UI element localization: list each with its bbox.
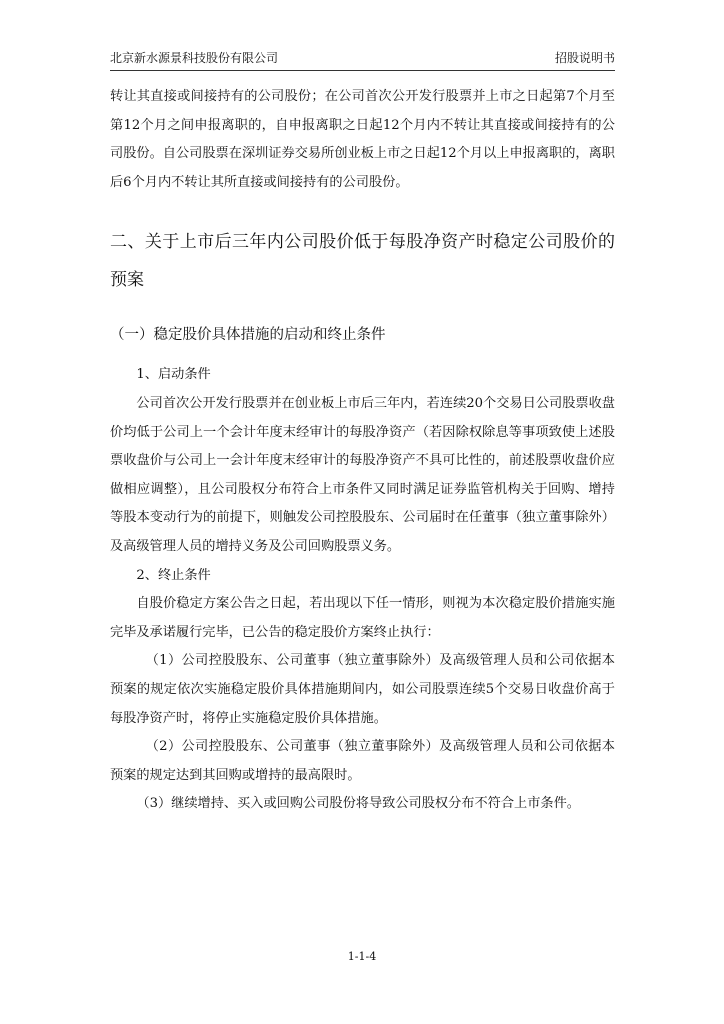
header-company-name: 北京新水源景科技股份有限公司 (110, 51, 279, 65)
intro-paragraph: 转让其直接或间接持有的公司股份；在公司首次公开发行股票并上市之日起第7个月至第12个月之间申报离职的，自申报离职之日起12个月内不转让其直接或间接持有的公司股份。自公司股票在深圳证券交易所创业板上市之日起12个月以上申报离职的，离职后6个月内不转让其所直接或间接持有的公司股份。 (110, 89, 615, 190)
item2-text: 自股价稳定方案公告之日起，若出现以下任一情形，则视为本次稳定股价措施实施完毕及承诺履行完毕，已公告的稳定股价方案终止执行： (110, 596, 615, 640)
section-title: 二、关于上市后三年内公司股价低于每股净资产时稳定公司股价的预案 (110, 232, 615, 291)
condition-2: （2）公司控股股东、公司董事（独立董事除外）及高级管理人员和公司依据本预案的规定达到其回购或增持的最高限时。 (110, 739, 615, 783)
item2-title: 2、终止条件 (136, 567, 211, 583)
header-document-type: 招股说明书 (554, 51, 615, 65)
page-footer (0, 950, 724, 964)
page-number: 1-1-4 (347, 950, 377, 963)
condition-3: （3）继续增持、买入或回购公司股份将导致公司股权分布不符合上市条件。 (136, 796, 580, 812)
page-header (110, 48, 615, 71)
subsection-title: （一）稳定股价具体措施的启动和终止条件 (110, 327, 386, 344)
document-body (110, 83, 615, 819)
item1-text: 公司首次公开发行股票并在创业板上市后三年内，若连续20个交易日公司股票收盘价均低于公司上一个会计年度末经审计的每股净资产（若因除权除息等事项致使上述股票收盘价与公司上一会计年度末经审计的每股净资产不具可比性的，前述股票收盘价应做相应调整），且公司股权分布符合上市条件又同时满足证券监管机构关于回购、增持等股本变动行为的前提下，则触发公司控股股东、公司届时在任董事（独立董事除外）及高级管理人员的增持义务及公司回购股票义务。 (110, 395, 615, 554)
condition-1: （1）公司控股股东、公司董事（独立董事除外）及高级管理人员和公司依据本预案的规定依次实施稳定股价具体措施期间内，如公司股票连续5个交易日收盘价高于每股净资产时，将停止实施稳定股价具体措施。 (110, 653, 615, 726)
item1-title: 1、启动条件 (136, 367, 211, 383)
